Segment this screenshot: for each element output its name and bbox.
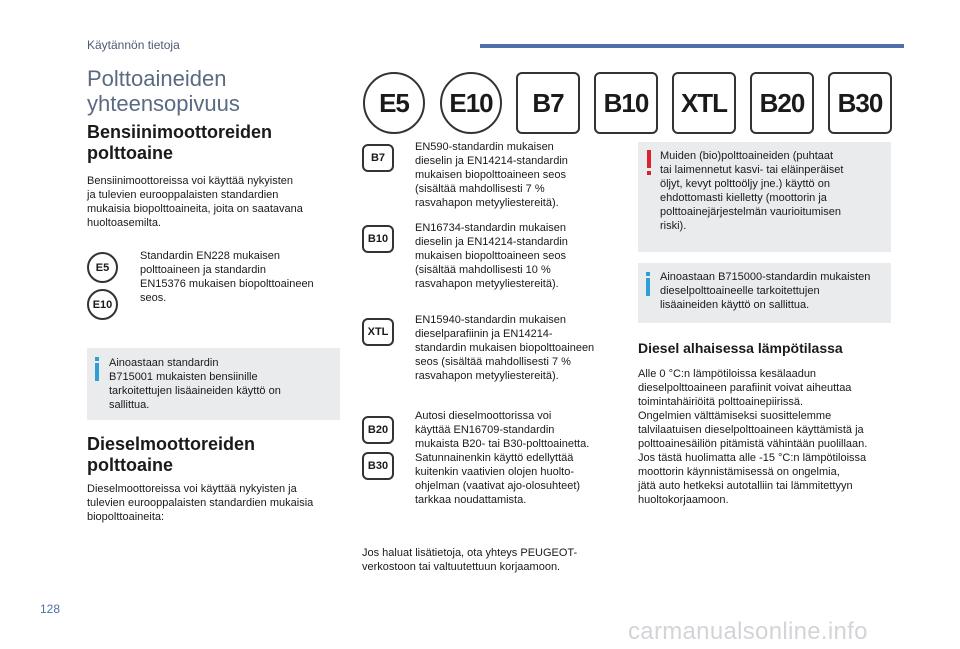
warning-box xyxy=(638,142,891,252)
text-line: Autosi dieselmoottorissa voi xyxy=(415,410,552,422)
text-line: (sisältää mahdollisesti 10 % xyxy=(415,264,551,276)
text-line: mukaisen biopolttoaineen seos xyxy=(415,169,567,181)
text-line: kuitenkin vaativien olojen huolto- xyxy=(415,466,574,478)
text-line: Bensiinimoottoreissa voi käyttää nykyisten xyxy=(87,175,294,187)
page-number: 128 xyxy=(40,602,61,616)
text-line: Jos tästä huolimatta alle -15 °C:n lämpötiloissa xyxy=(638,452,867,464)
diesel-intro xyxy=(87,482,349,524)
page-title xyxy=(87,66,337,116)
text-line: Dieselmoottoreissa voi käyttää nykyisten ja xyxy=(87,483,297,495)
warning-text xyxy=(660,149,886,233)
b30-badge-icon: B30 xyxy=(362,452,394,480)
text-line: ohjelman (vaativat ajo-olosuhteet) xyxy=(415,480,581,492)
text-line: ja tulevien eurooppalaisten standardien xyxy=(87,189,279,201)
watermark: carmanualsonline.info xyxy=(628,618,868,645)
badge-xtl-icon: XTL xyxy=(672,72,736,134)
b10-badge-icon: B10 xyxy=(362,225,394,253)
text-line: EN15940-standardin mukaisen xyxy=(415,314,567,326)
text-line: toimintahäiriöitä polttoainepiirissä. xyxy=(638,396,804,408)
text-line: verkostoon tai valtuutettuun korjaamoon. xyxy=(362,561,561,573)
text-line: tai laimennetut kasvi- tai eläinperäiset xyxy=(660,164,844,176)
text-line: Jos haluat lisätietoja, ota yhteys PEUGEOT- xyxy=(362,547,578,559)
badge-b30-icon: B30 xyxy=(828,72,892,134)
text-line: polttoainesäiliön pitämistä vähintään puolillaan. xyxy=(638,438,868,450)
text-line: Alle 0 °C:n lämpötiloissa kesälaadun xyxy=(638,368,817,380)
text-line: seos (sisältää mahdollisesti 7 % xyxy=(415,356,571,368)
page-title-line-1: Polttoaineiden xyxy=(87,66,227,91)
petrol-section-title xyxy=(87,122,347,164)
page-title-line-2: yhteensopivuus xyxy=(87,91,240,116)
text-line: mukaista B20- tai B30-polttoainetta. xyxy=(415,438,590,450)
xtl-badge-icon: XTL xyxy=(362,318,394,346)
text-line: riski). xyxy=(660,220,687,232)
text-line: EN16734-standardin mukaisen xyxy=(415,222,567,234)
text-line: dieselin ja EN14214-standardin xyxy=(415,236,568,248)
warning-icon xyxy=(647,150,651,176)
running-header: Käytännön tietoja xyxy=(87,38,180,52)
cold-section-text xyxy=(638,367,900,507)
b7-badge-icon: B7 xyxy=(362,144,394,172)
text-line: Ainoastaan standardin xyxy=(109,357,219,369)
petrol-intro xyxy=(87,174,347,230)
text-line: sallittua. xyxy=(109,399,150,411)
text-line: tarkkaa noudattamista. xyxy=(415,494,527,506)
text-line: biopolttoaineita: xyxy=(87,511,165,523)
text-line: EN15376 mukaisen biopolttoaineen xyxy=(140,278,314,290)
text-line: jätä auto hetkeksi autotalliin tai lämmitettyyn xyxy=(638,480,853,492)
b7-description xyxy=(415,140,615,210)
cold-section-title: Diesel alhaisessa lämpötilassa xyxy=(638,340,843,356)
petrol-title-line-1: Bensiinimoottoreiden xyxy=(87,122,273,142)
b20-badge-icon: B20 xyxy=(362,416,394,444)
text-line: standardin mukaisen biopolttoaineen xyxy=(415,342,595,354)
text-line: Standardin EN228 mukaisen xyxy=(140,250,281,262)
text-line: lisäaineiden käyttö on sallittua. xyxy=(660,299,810,311)
e5-badge-icon: E5 xyxy=(87,252,118,283)
text-line: Satunnainenkin käyttö edellyttää xyxy=(415,452,574,464)
text-line: polttoaineen ja standardin xyxy=(140,264,266,276)
text-line: dieselpolttoaineelle tarkoitettujen xyxy=(660,285,820,297)
info-icon xyxy=(95,357,99,381)
text-line: mukaisen biopolttoaineen seos xyxy=(415,250,567,262)
contact-note xyxy=(362,546,617,574)
text-line: rasvahapon metyyliestereitä). xyxy=(415,370,559,382)
text-line: Muiden (bio)polttoaineiden (puhtaat xyxy=(660,150,834,162)
text-line: käyttää EN16709-standardin xyxy=(415,424,555,436)
text-line: dieselpolttoaineen parafiinit voivat aiheuttaa xyxy=(638,382,852,394)
text-line: Ongelmien välttämiseksi suosittelemme xyxy=(638,410,832,422)
badge-b10-icon: B10 xyxy=(594,72,658,134)
text-line: talvilaatuisen dieselpolttoaineen käyttämistä ja xyxy=(638,424,864,436)
badge-e5-icon: E5 xyxy=(363,72,425,134)
badge-b20-icon: B20 xyxy=(750,72,814,134)
text-line: rasvahapon metyyliestereitä). xyxy=(415,278,559,290)
diesel-info-box xyxy=(638,263,891,323)
badge-b7-icon: B7 xyxy=(516,72,580,134)
diesel-section-title xyxy=(87,434,347,476)
b20-b30-description xyxy=(415,409,620,507)
info-icon xyxy=(646,272,650,296)
text-line: (sisältää mahdollisesti 7 % xyxy=(415,183,545,195)
text-line: huoltoasemilta. xyxy=(87,217,161,229)
petrol-info-box xyxy=(87,348,340,420)
text-line: tarkoitettujen lisäaineiden käyttö on xyxy=(109,385,281,397)
diesel-info-text xyxy=(660,270,888,312)
e10-badge-icon: E10 xyxy=(87,289,118,320)
text-line: mukaisia biopolttoaineita, joita on saatavana xyxy=(87,203,303,215)
xtl-description xyxy=(415,313,620,383)
text-line: dieselparafiinin ja EN14214- xyxy=(415,328,553,340)
b10-description xyxy=(415,221,615,291)
petrol-info-text xyxy=(109,356,334,412)
e5-e10-description xyxy=(140,249,340,305)
text-line: öljyt, kevyt polttoöljy jne.) käyttö on xyxy=(660,178,830,190)
text-line: tulevien eurooppalaisten standardien mukaisia xyxy=(87,497,314,509)
text-line: huoltokorjaamoon. xyxy=(638,494,729,506)
text-line: moottorin käynnistämisessä on ongelmia, xyxy=(638,466,840,478)
text-line: B715001 mukaisten bensiinille xyxy=(109,371,258,383)
text-line: seos. xyxy=(140,292,167,304)
text-line: dieselin ja EN14214-standardin xyxy=(415,155,568,167)
petrol-title-line-2: polttoaine xyxy=(87,143,173,163)
text-line: EN590-standardin mukaisen xyxy=(415,141,554,153)
text-line: ehdottomasti kielletty (moottorin ja xyxy=(660,192,827,204)
diesel-title-line-1: Dieselmoottoreiden xyxy=(87,434,256,454)
badge-e10-icon: E10 xyxy=(440,72,502,134)
diesel-title-line-2: polttoaine xyxy=(87,455,173,475)
text-line: rasvahapon metyyliestereitä). xyxy=(415,197,559,209)
text-line: Ainoastaan B715000-standardin mukaisten xyxy=(660,271,871,283)
text-line: polttoainejärjestelmän vaurioitumisen xyxy=(660,206,841,218)
header-rule xyxy=(480,44,904,48)
